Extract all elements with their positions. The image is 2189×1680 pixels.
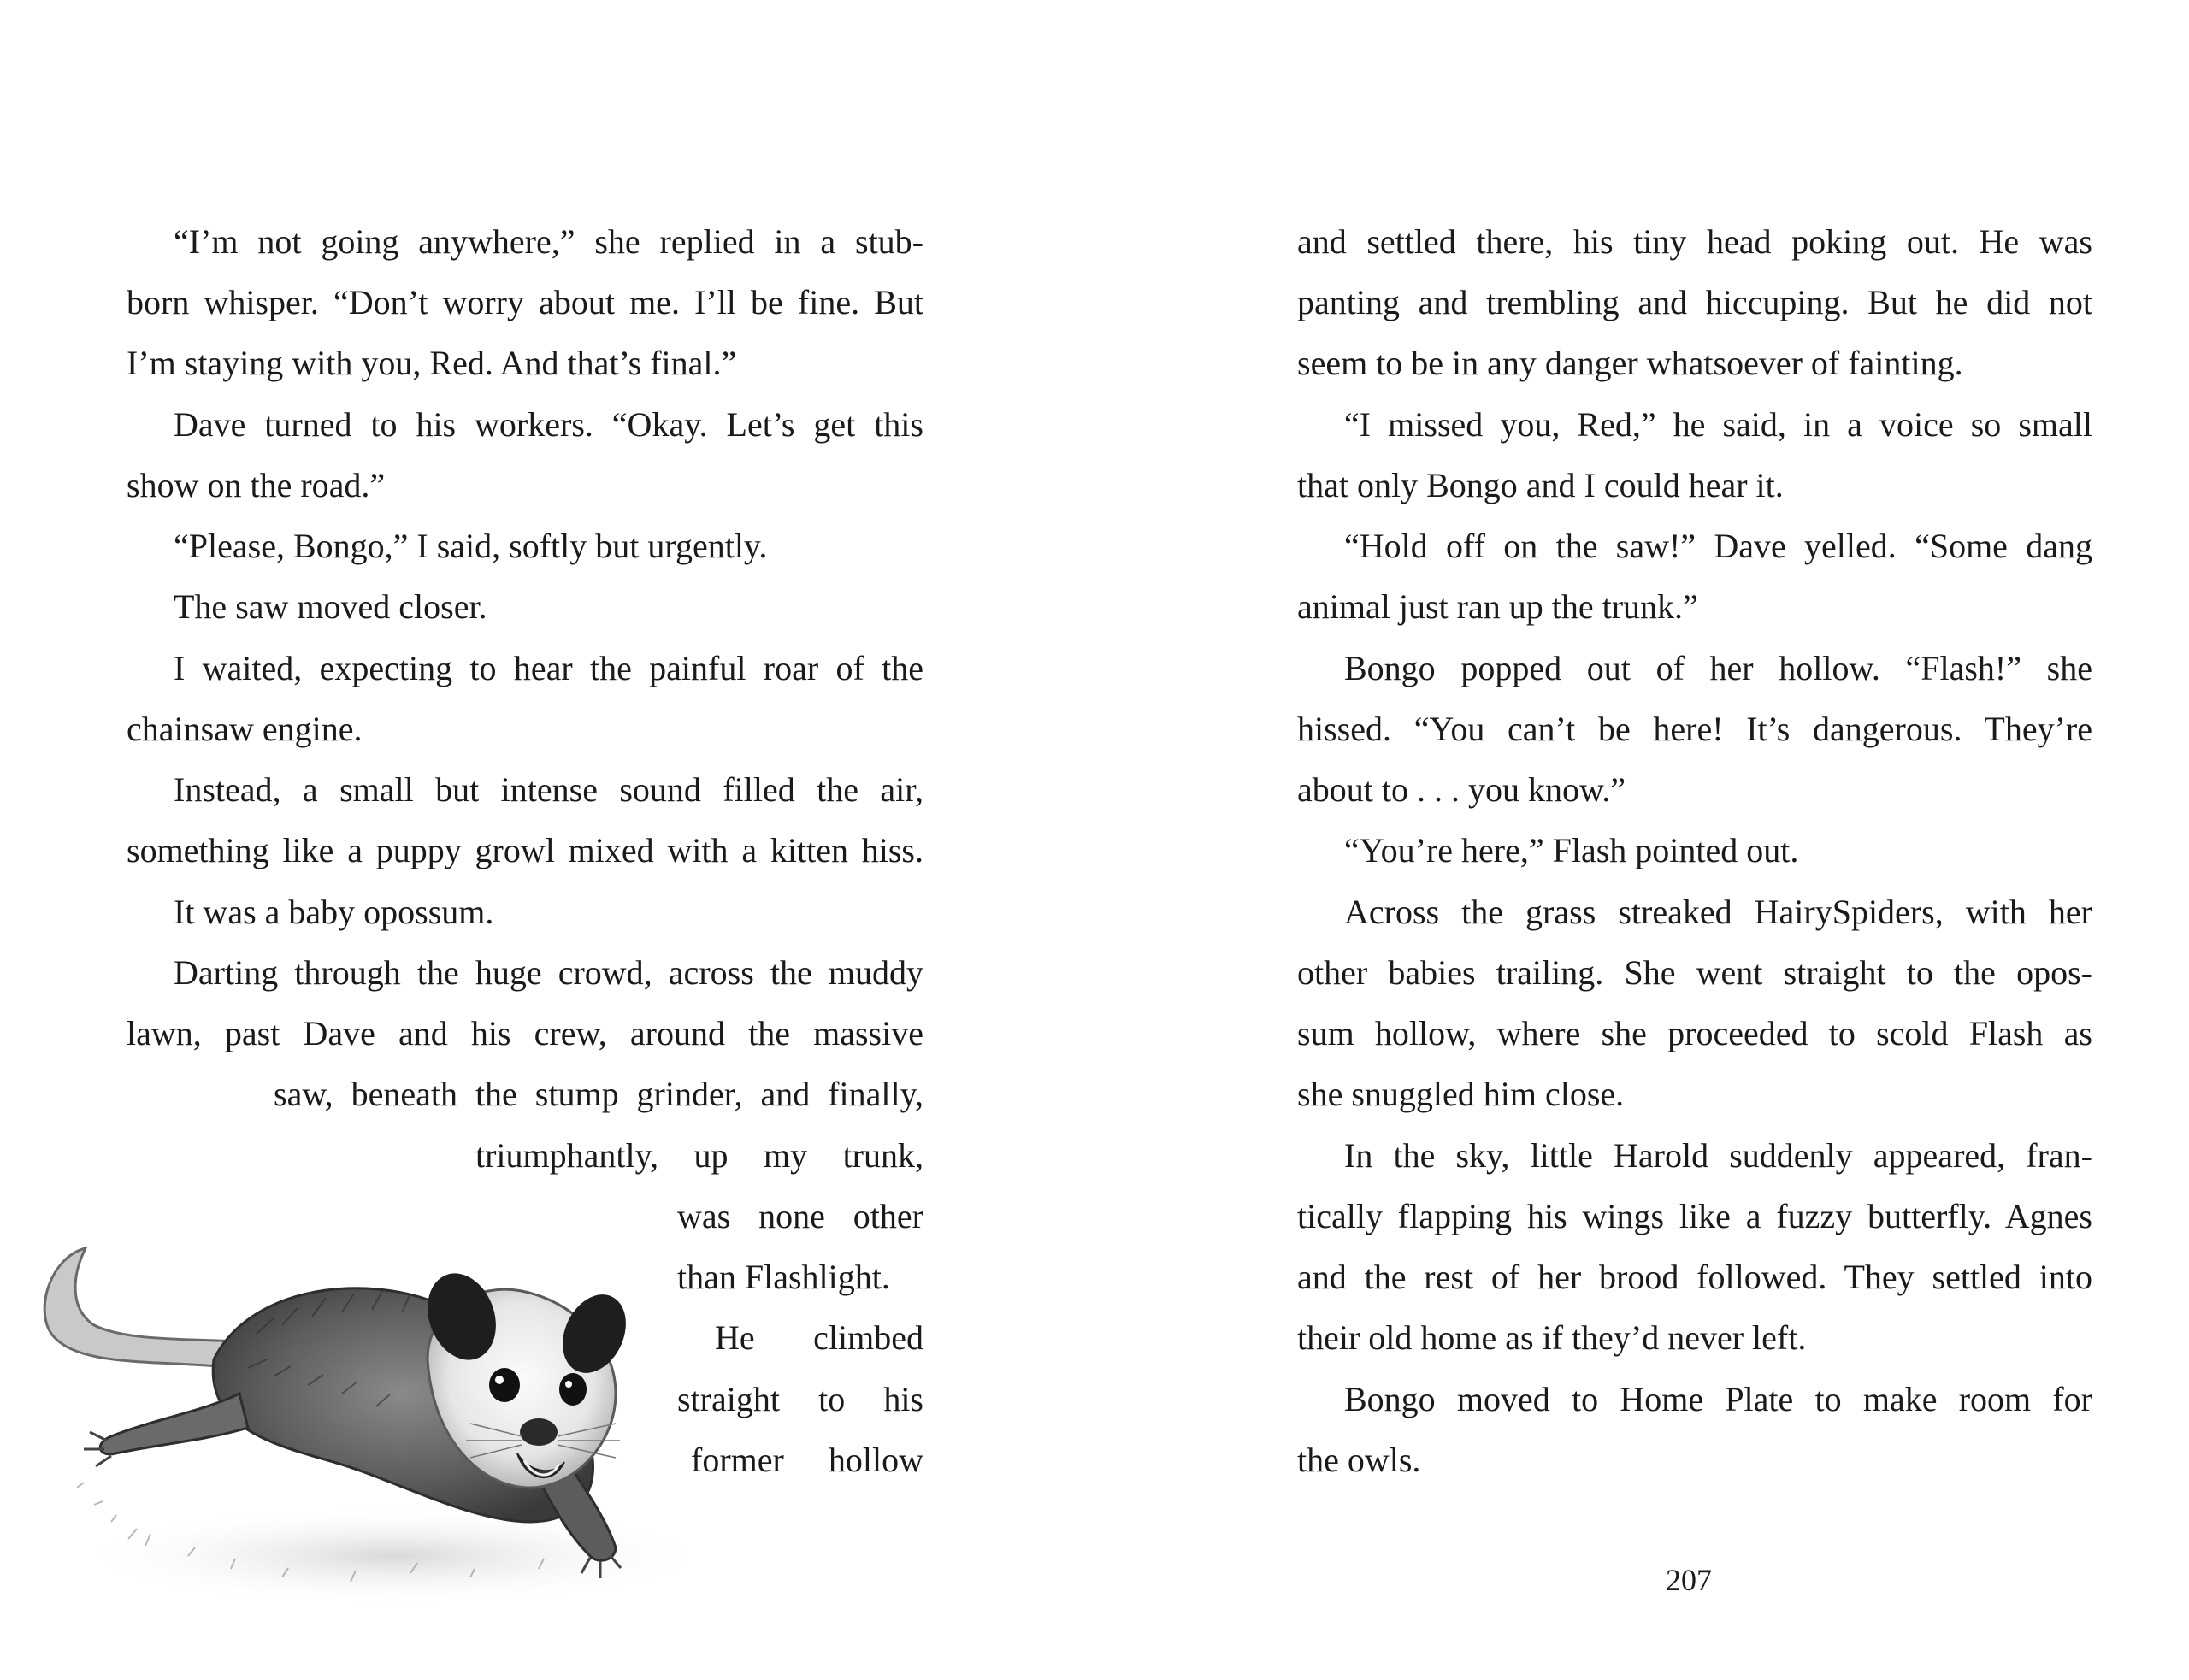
text-line: former hollow	[691, 1441, 923, 1479]
text-line: and settled there, his tiny head poking out. He was	[1297, 222, 2092, 261]
text-line: Dave turned to his workers. “Okay. Let’s get this	[174, 405, 923, 444]
text-line: In the sky, little Harold suddenly appeared, fran-	[1344, 1136, 2092, 1175]
text-line: Across the grass streaked HairySpiders, with her	[1344, 893, 2092, 931]
text-line: The saw moved closer.	[174, 587, 487, 626]
text-line: animal just ran up the trunk.”	[1297, 587, 1698, 626]
text-line: sum hollow, where she proceeded to scold Flash as	[1297, 1014, 2092, 1052]
text-line: the owls.	[1297, 1441, 1421, 1479]
text-line: Bongo popped out of her hollow. “Flash!” she	[1344, 649, 2092, 687]
text-line: something like a puppy growl mixed with a kitten hiss.	[127, 831, 923, 869]
text-line: other babies trailing. She went straight to the opos-	[1297, 953, 2092, 992]
text-line: “Please, Bongo,” I said, softly but urgently.	[174, 527, 768, 565]
text-line: panting and trembling and hiccuping. But he did not	[1297, 283, 2092, 321]
text-line: seem to be in any danger whatsoever of fainting.	[1297, 344, 1963, 382]
text-line: I’m staying with you, Red. And that’s final.”	[127, 344, 737, 382]
text-line: their old home as if they’d never left.	[1297, 1318, 1807, 1357]
text-line: show on the road.”	[127, 466, 386, 504]
text-line: and the rest of her brood followed. They settled into	[1297, 1258, 2092, 1296]
text-line: lawn, past Dave and his crew, around the massive	[127, 1014, 923, 1052]
text-line: born whisper. “Don’t worry about me. I’ll be fine. But	[127, 283, 923, 321]
text-line: He climbed	[715, 1318, 923, 1357]
text-line: “I’m not going anywhere,” she replied in a stub-	[174, 222, 923, 261]
text-line: “You’re here,” Flash pointed out.	[1344, 831, 1799, 869]
text-line: I waited, expecting to hear the painful roar of the	[174, 649, 923, 687]
text-line: hissed. “You can’t be here! It’s dangerous. They’re	[1297, 710, 2092, 748]
text-line: than Flashlight.	[677, 1258, 890, 1296]
text-line: “I missed you, Red,” he said, in a voice so small	[1344, 405, 2092, 444]
text-line: chainsaw engine.	[127, 710, 363, 748]
text-line: saw, beneath the stump grinder, and finally,	[274, 1075, 923, 1113]
text-line: tically flapping his wings like a fuzzy butterfly. Agnes	[1297, 1197, 2092, 1235]
text-line: was none other	[677, 1197, 923, 1235]
text-line: Darting through the huge crowd, across the muddy	[174, 953, 923, 992]
text-line: straight to his	[677, 1380, 923, 1418]
text-line: Bongo moved to Home Plate to make room for	[1344, 1380, 2092, 1418]
text-line: she snuggled him close.	[1297, 1075, 1625, 1113]
opossum-illustration	[26, 1077, 735, 1607]
text-line: that only Bongo and I could hear it.	[1297, 466, 1784, 504]
text-line: “Hold off on the saw!” Dave yelled. “Some dang	[1344, 527, 2092, 565]
text-line: about to . . . you know.”	[1297, 770, 1626, 809]
text-line: It was a baby opossum.	[174, 893, 494, 931]
right-page	[1094, 0, 2189, 1680]
text-line: triumphantly, up my trunk,	[475, 1136, 923, 1175]
page-number: 207	[1666, 1563, 1712, 1597]
text-line: Instead, a small but intense sound filled the air,	[174, 770, 923, 809]
